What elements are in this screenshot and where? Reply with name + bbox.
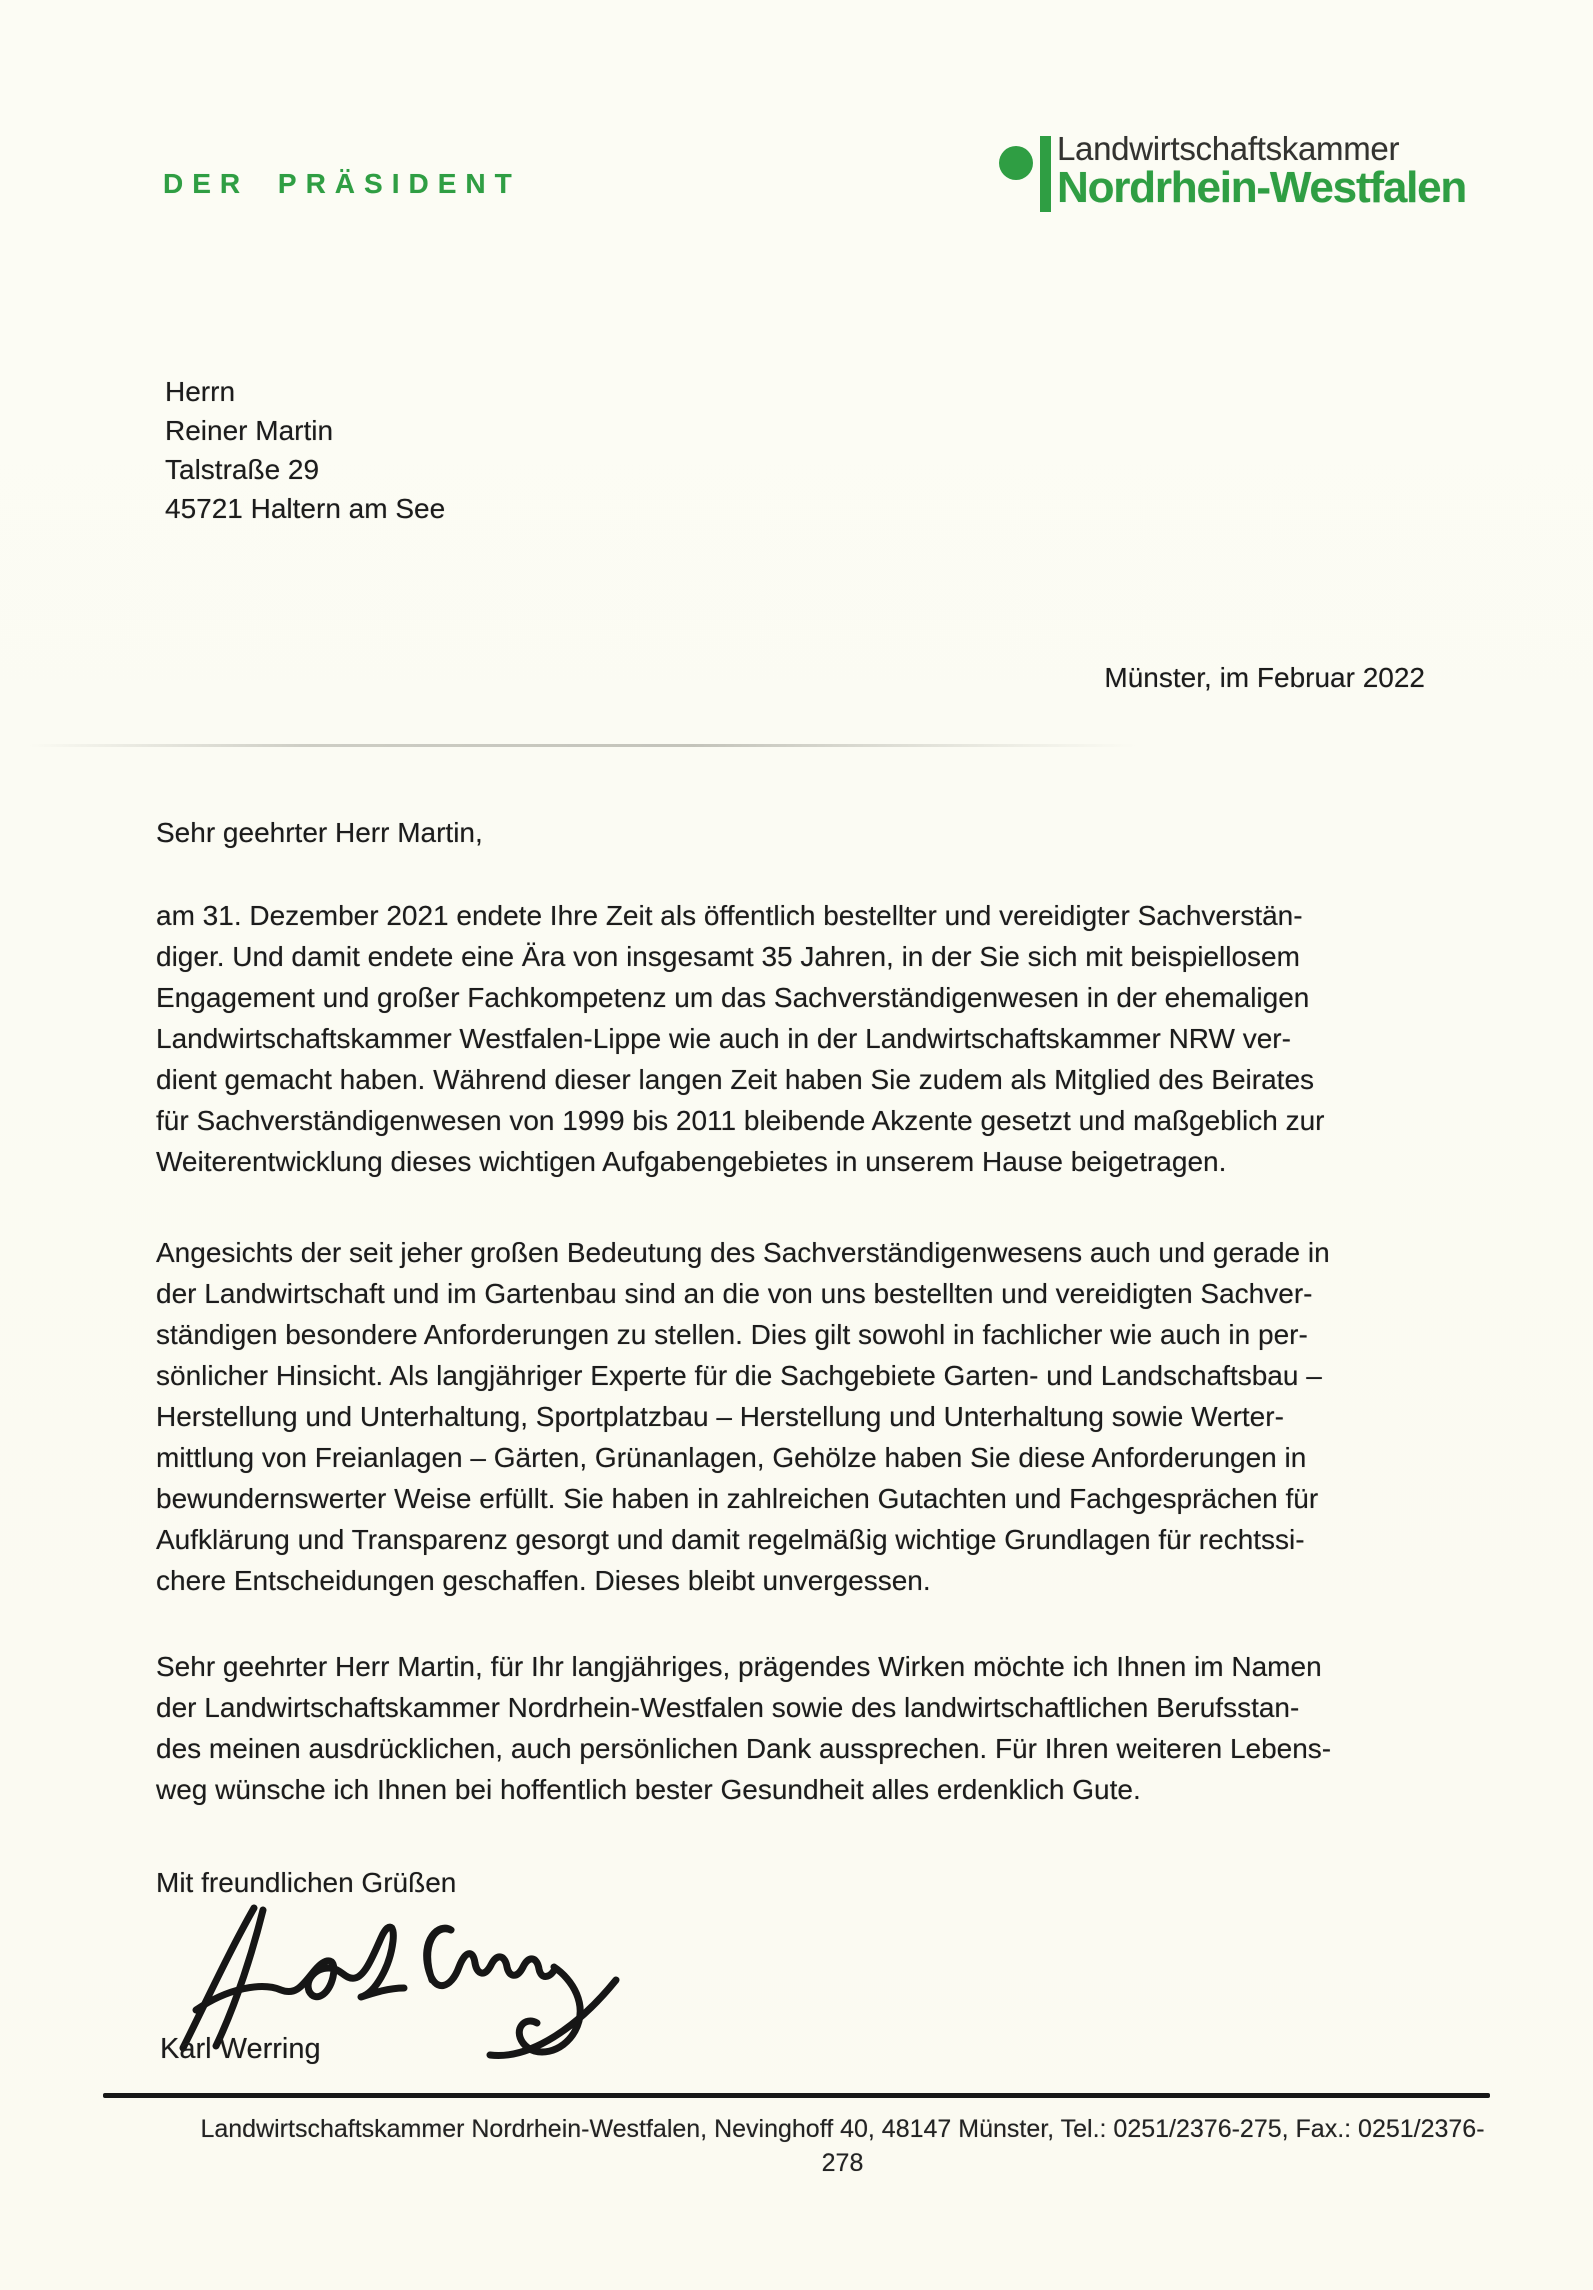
text-line: dient gemacht haben. Während dieser langen Zeit haben Sie zudem als Mitglied des Beirates [156, 1064, 1315, 1095]
text-line: Angesichts der seit jeher großen Bedeutung des Sachverständigenwesens auch und gerade in [156, 1237, 1330, 1268]
text-line: der Landwirtschaft und im Gartenbau sind an die von uns bestellten und vereidigten Sachver- [156, 1278, 1313, 1309]
text-line: der Landwirtschaftskammer Nordrhein-Westfalen sowie des landwirtschaftlichen Berufsstan- [156, 1692, 1300, 1723]
recipient-address [165, 372, 445, 528]
text-line: Herrn [165, 376, 236, 407]
text-line: Reiner Martin [165, 415, 334, 446]
text-line: ständigen besondere Anforderungen zu stellen. Dies gilt sowohl in fachlicher wie auch in per- [156, 1319, 1308, 1350]
text-line: diger. Und damit endete eine Ära von insgesamt 35 Jahren, in der Sie sich mit beispiellosem [156, 941, 1300, 972]
text-line: Sehr geehrter Herr Martin, für Ihr langjähriges, prägendes Wirken möchte ich Ihnen im Namen [156, 1651, 1322, 1682]
text-line: Landwirtschaftskammer Westfalen-Lippe wie auch in der Landwirtschaftskammer NRW ver- [156, 1023, 1291, 1054]
text-line: Talstraße 29 [165, 454, 320, 485]
text-line: mittlung von Freianlagen – Gärten, Grünanlagen, Gehölze haben Sie diese Anforderungen in [156, 1442, 1307, 1473]
footer-contact-line: Landwirtschaftskammer Nordrhein-Westfalen, Nevinghoff 40, 48147 Münster, Tel.: 0251/2376-275, Fax.: 0251/2376-278 [200, 2115, 1485, 2177]
text-line: weg wünsche ich Ihnen bei hoffentlich bester Gesundheit alles erdenklich Gute. [156, 1774, 1141, 1805]
text-line: für Sachverständigenwesen von 1999 bis 2011 bleibende Akzente gesetzt und maßgeblich zur [156, 1105, 1325, 1136]
text-line: sönlicher Hinsicht. Als langjähriger Experte für die Sachgebiete Garten- und Landschaftsbau – [156, 1360, 1322, 1391]
paragraph-1 [156, 895, 1324, 1182]
text-line: 45721 Haltern am See [165, 493, 446, 524]
fold-mark [28, 744, 1138, 747]
logo-dot-icon [999, 146, 1033, 180]
logo-org-name: Landwirtschaftskammer [1057, 130, 1400, 167]
text-line: Aufklärung und Transparenz gesorgt und damit regelmäßig wichtige Grundlagen für rechtssi- [156, 1524, 1305, 1555]
sender-title: DER PRÄSIDENT [163, 168, 521, 199]
salutation: Sehr geehrter Herr Martin, [156, 817, 483, 848]
text-line: des meinen ausdrücklichen, auch persönlichen Dank aussprechen. Für Ihren weiteren Lebens- [156, 1733, 1332, 1764]
text-line: Weiterentwicklung dieses wichtigen Aufgabengebietes in unserem Hause beigetragen. [156, 1146, 1227, 1177]
signature-name: Karl Werring [160, 2033, 321, 2065]
closing-formula: Mit freundlichen Grüßen [156, 1867, 457, 1898]
dateline: Münster, im Februar 2022 [1104, 662, 1425, 693]
paragraph-3 [156, 1646, 1331, 1810]
logo-text [1057, 130, 1467, 212]
text-line: chere Entscheidungen geschaffen. Dieses bleibt unvergessen. [156, 1565, 931, 1596]
text-line: Herstellung und Unterhaltung, Sportplatzbau – Herstellung und Unterhaltung sowie Werter- [156, 1401, 1284, 1432]
text-line: bewundernswerter Weise erfüllt. Sie haben in zahlreichen Gutachten und Fachgesprächen für [156, 1483, 1319, 1514]
text-line: Engagement und großer Fachkompetenz um das Sachverständigenwesen in der ehemaligen [156, 982, 1310, 1013]
logo-region-name: Nordrhein-Westfalen [1057, 163, 1467, 212]
footer-rule [103, 2093, 1490, 2098]
logo-stem-icon [1040, 136, 1051, 212]
paragraph-2 [156, 1232, 1330, 1601]
text-line: am 31. Dezember 2021 endete Ihre Zeit als öffentlich bestellter und vereidigter Sachverstän- [156, 900, 1303, 931]
